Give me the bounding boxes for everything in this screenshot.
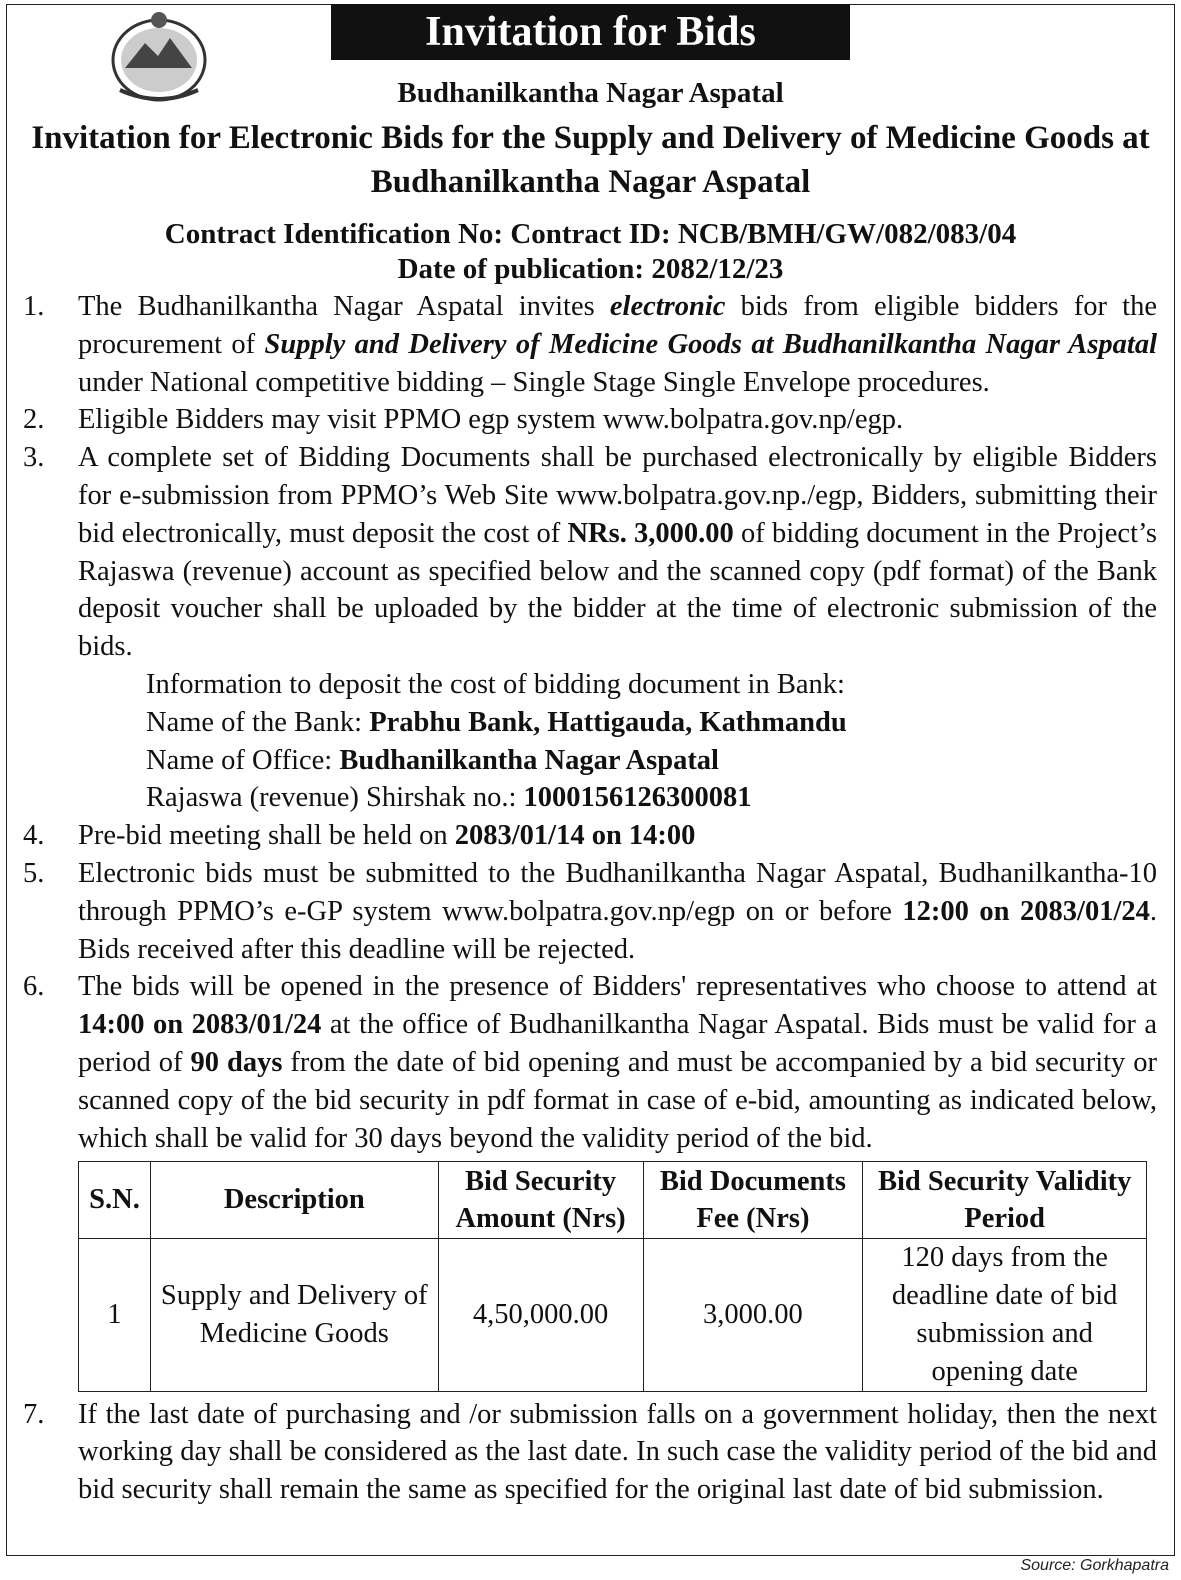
bank-value: Prabhu Bank, Hattigauda, Kathmandu xyxy=(369,706,847,738)
table-row xyxy=(79,1239,1147,1391)
main-heading xyxy=(0,116,1181,204)
list-item xyxy=(0,401,1181,439)
table-header-row xyxy=(79,1162,1147,1239)
item-text: Eligible Bidders may visit PPMO egp system www.bolpatra.gov.np/egp. xyxy=(78,404,904,436)
contract-id: Contract Identification No: Contract ID: NCB/BMH/GW/082/083/04 xyxy=(164,218,1017,250)
column-header: Bid Security Amount (Nrs) xyxy=(438,1162,643,1239)
bid-security-table xyxy=(78,1161,1147,1391)
bank-label: Name of the Bank: xyxy=(146,706,370,738)
item-number: 6. xyxy=(23,971,45,1003)
list-item xyxy=(0,288,1181,401)
main-heading-text: Invitation for Electronic Bids for the Supply and Delivery of Medicine Goods at Budhanilkantha Nagar Aspatal xyxy=(31,120,1150,200)
deposit-info-intro: Information to deposit the cost of bidding document in Bank: xyxy=(146,668,845,700)
item-number: 4. xyxy=(23,820,45,852)
item-text: under National competitive bidding – Single Stage Single Envelope procedures. xyxy=(78,366,990,398)
item-text: The bids will be opened in the presence of Bidders' representatives who choose to attend at xyxy=(78,971,1157,1003)
item-text: of bidding document in the Project’s Rajaswa (revenue) account as specified below and the scanned copy (pdf format) of the Bank deposit voucher shall be uploaded by the bidder at the time of electronic submission of the bids. xyxy=(78,517,1157,663)
item-text: bids from eligible bidders for the procurement of xyxy=(78,291,1157,360)
office-label: Name of Office: xyxy=(146,744,340,776)
organization-name: Budhanilkantha Nagar Aspatal xyxy=(397,77,784,109)
table-cell: Supply and Delivery of Medicine Goods xyxy=(150,1239,438,1391)
item-text: at the office of Budhanilkantha Nagar Aspatal. Bids must be valid for a period of xyxy=(78,1009,1157,1078)
item-number: 1. xyxy=(23,291,45,322)
source-credit: Source: Gorkhapatra xyxy=(1020,1557,1169,1574)
item-emphasis: 90 days xyxy=(190,1046,283,1078)
item-text: Pre-bid meeting shall be held on xyxy=(78,820,455,852)
column-header: Bid Security Validity Period xyxy=(863,1162,1147,1239)
list-item xyxy=(0,855,1181,968)
list-item xyxy=(0,439,1181,666)
office-value: Budhanilkantha Nagar Aspatal xyxy=(339,744,719,776)
item-emphasis: electronic xyxy=(609,291,726,322)
column-header: Bid Documents Fee (Nrs) xyxy=(643,1162,863,1239)
notice-body xyxy=(0,288,1181,1509)
item-emphasis: Supply and Delivery of Medicine Goods at Budhanilkantha Nagar Aspatal xyxy=(264,328,1157,360)
office-name xyxy=(0,742,1181,780)
item-emphasis: 2083/01/14 on 14:00 xyxy=(454,820,696,852)
item-number: 7. xyxy=(23,1398,45,1430)
account-number xyxy=(0,779,1181,817)
table-cell: 1 xyxy=(79,1239,151,1391)
bank-name xyxy=(0,704,1181,742)
item-text: The Budhanilkantha Nagar Aspatal invites xyxy=(78,291,610,322)
publication-date: Date of publication: 2082/12/23 xyxy=(397,253,784,285)
column-header: S.N. xyxy=(79,1162,151,1239)
item-text: from the date of bid opening and must be accompanied by a bid security or scanned copy of the bid security in pdf format in case of e-bid, amounting as indicated below, which shall be valid for 30 days beyond the validity period of the bid. xyxy=(78,1046,1157,1154)
item-number: 5. xyxy=(23,857,45,889)
item-emphasis: 14:00 on 2083/01/24 xyxy=(78,1009,322,1041)
table-cell: 120 days from the deadline date of bid submission and opening date xyxy=(863,1239,1147,1391)
list-item xyxy=(0,1396,1181,1509)
item-text: . Bids received after this deadline will be rejected. xyxy=(78,895,1157,965)
item-number: 2. xyxy=(23,404,45,436)
list-item xyxy=(0,968,1181,1157)
page-title: Invitation for Bids xyxy=(331,4,850,60)
list-item xyxy=(0,817,1181,855)
item-emphasis: 12:00 on 2083/01/24 xyxy=(902,895,1150,927)
item-text: A complete set of Bidding Documents shall be purchased electronically by eligible Bidders for e-submission from PPMO’s Web Site www.bolpatra.gov.np./egp, Bidders, submitting their bid electronically, must deposit the cost of xyxy=(78,442,1157,549)
item-text: Electronic bids must be submitted to the Budhanilkantha Nagar Aspatal, Budhanilkantha-10 through PPMO’s e-GP system www.bolpatra.gov.np/egp on or before xyxy=(78,857,1157,927)
item-number: 3. xyxy=(23,442,45,474)
account-label: Rajaswa (revenue) Shirshak no.: xyxy=(146,782,524,814)
account-value: 1000156126300081 xyxy=(523,782,752,814)
table-cell: 4,50,000.00 xyxy=(438,1239,643,1391)
table-cell: 3,000.00 xyxy=(643,1239,863,1391)
item-emphasis: NRs. 3,000.00 xyxy=(567,517,734,549)
column-header: Description xyxy=(150,1162,438,1239)
item-text: If the last date of purchasing and /or submission falls on a government holiday, then the next working day shall be considered as the last date. In such case the validity period of the bid and bid security shall remain the same as specified for the original last date of bid submission. xyxy=(78,1398,1157,1506)
